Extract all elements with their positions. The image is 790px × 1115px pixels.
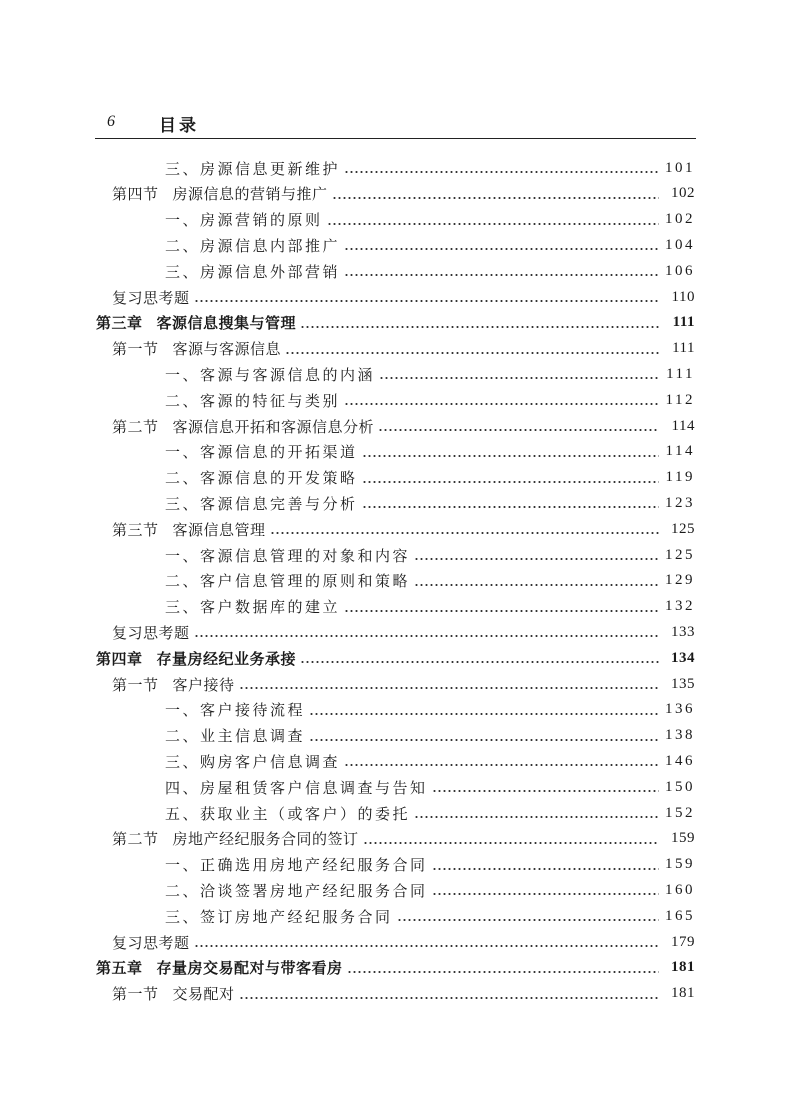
toc-page-number: 125 bbox=[665, 546, 695, 563]
toc-entry-label: 客源信息管理 bbox=[172, 520, 266, 539]
dot-leader bbox=[309, 739, 659, 741]
dot-leader bbox=[332, 197, 659, 199]
dot-leader bbox=[309, 713, 659, 715]
toc-page-number: 111 bbox=[672, 340, 695, 357]
toc-entry-label: 四、房屋租赁客户信息调查与告知 bbox=[165, 778, 428, 797]
toc-page-number: 133 bbox=[671, 623, 695, 640]
toc-entry-title bbox=[165, 725, 305, 746]
toc-entry-sub bbox=[165, 387, 695, 413]
dot-leader bbox=[344, 274, 659, 276]
toc-entry-sec bbox=[112, 516, 695, 542]
toc-page-number: 104 bbox=[665, 236, 695, 253]
toc-entry-label: 客户接待 bbox=[172, 675, 235, 694]
toc-page-number: 181 bbox=[671, 985, 695, 1002]
toc-page-number: 106 bbox=[665, 262, 695, 279]
toc-entry-title bbox=[112, 622, 190, 643]
toc-entry-title bbox=[112, 183, 328, 204]
toc-entry-title bbox=[165, 390, 340, 411]
dot-leader bbox=[432, 790, 659, 792]
toc-entry-sub bbox=[165, 877, 695, 903]
toc-entry-label: 二、业主信息调查 bbox=[165, 727, 306, 746]
toc-entry-title bbox=[165, 235, 340, 256]
dot-leader bbox=[414, 558, 659, 560]
toc-page-number: 165 bbox=[665, 907, 695, 924]
toc-entry-sub bbox=[165, 852, 695, 878]
toc-entry-title bbox=[112, 932, 190, 953]
toc-entry-title bbox=[96, 648, 296, 669]
toc-entry-label: 房源信息的营销与推广 bbox=[172, 185, 328, 204]
toc-entry-number: 第二节 bbox=[112, 830, 159, 849]
section-title: 目录 bbox=[159, 116, 199, 136]
toc-entry-chap bbox=[96, 955, 695, 981]
toc-entry-chap bbox=[96, 645, 695, 671]
toc-entry-sub bbox=[165, 465, 695, 491]
dot-leader bbox=[362, 481, 659, 483]
toc-entry-label: 二、客源信息的开发策略 bbox=[165, 469, 358, 488]
toc-entry-label: 房地产经纪服务合同的签订 bbox=[172, 830, 359, 849]
toc-entry-sub bbox=[165, 361, 695, 387]
dot-leader bbox=[239, 687, 659, 689]
dot-leader bbox=[344, 764, 659, 766]
toc-entry-label: 三、客源信息完善与分析 bbox=[165, 494, 358, 513]
dot-leader bbox=[327, 223, 659, 225]
toc-entry-label: 一、房源营销的原则 bbox=[165, 211, 323, 230]
toc-entry-title bbox=[165, 906, 393, 927]
toc-entry-number: 第二节 bbox=[112, 417, 159, 436]
toc-page-number: 111 bbox=[666, 365, 695, 382]
dot-leader bbox=[414, 584, 659, 586]
toc-entry-sub bbox=[165, 232, 695, 258]
toc-page-number: 101 bbox=[665, 159, 695, 176]
toc-entry-chap bbox=[96, 310, 695, 336]
dot-leader bbox=[378, 429, 659, 431]
toc-entry-sec bbox=[112, 336, 695, 362]
toc-page-number: 152 bbox=[665, 804, 695, 821]
dot-leader bbox=[194, 300, 659, 302]
dot-leader bbox=[300, 661, 659, 663]
toc-entry-title bbox=[96, 957, 343, 978]
toc-entry-label: 三、客户数据库的建立 bbox=[165, 598, 341, 617]
toc-entry-sec bbox=[112, 981, 695, 1007]
toc-entry-review bbox=[112, 284, 695, 310]
dot-leader bbox=[285, 352, 659, 354]
toc-page-number: 125 bbox=[671, 520, 695, 537]
dot-leader bbox=[300, 326, 659, 328]
dot-leader bbox=[397, 919, 659, 921]
toc-entry-label: 二、客户信息管理的原则和策略 bbox=[165, 572, 411, 591]
toc-entry-title bbox=[165, 261, 340, 282]
toc-entry-sub bbox=[165, 568, 695, 594]
toc-entry-title bbox=[165, 545, 410, 566]
toc-page-number: 179 bbox=[671, 933, 695, 950]
toc-entry-label: 存量房交易配对与带客看房 bbox=[156, 959, 343, 978]
toc-entry-label: 三、房源信息外部营销 bbox=[165, 262, 341, 281]
toc-page-number: 119 bbox=[665, 469, 695, 486]
page-number: 6 bbox=[107, 113, 115, 130]
dot-leader bbox=[344, 171, 659, 173]
toc-entry-sub bbox=[165, 748, 695, 774]
toc-entry-label: 一、正确选用房地产经纪服务合同 bbox=[165, 856, 428, 875]
toc-entry-title bbox=[165, 441, 358, 462]
toc-entry-sub bbox=[165, 207, 695, 233]
toc-entry-title bbox=[112, 416, 374, 437]
toc-entry-label: 二、房源信息内部推广 bbox=[165, 236, 341, 255]
header-rule bbox=[95, 138, 696, 139]
toc-page-number: 181 bbox=[671, 959, 695, 976]
toc-entry-number: 第一节 bbox=[112, 340, 159, 359]
toc-entry-review bbox=[112, 619, 695, 645]
toc-entry-number: 第三节 bbox=[112, 520, 159, 539]
dot-leader bbox=[363, 842, 659, 844]
toc-entry-title bbox=[165, 751, 340, 772]
toc-entry-title bbox=[165, 596, 340, 617]
dot-leader bbox=[344, 610, 659, 612]
toc-page-number: 138 bbox=[665, 727, 695, 744]
toc-entry-label: 存量房经纪业务承接 bbox=[156, 649, 297, 668]
toc-page-number: 114 bbox=[665, 443, 695, 460]
toc-entry-sub bbox=[165, 490, 695, 516]
toc-entry-label: 三、房源信息更新维护 bbox=[165, 159, 341, 178]
toc-entry-title bbox=[112, 828, 359, 849]
toc-entry-title bbox=[165, 699, 305, 720]
toc-entry-sub bbox=[165, 774, 695, 800]
toc-entry-label: 客源信息开拓和客源信息分析 bbox=[172, 417, 375, 436]
toc-page-number: 134 bbox=[671, 649, 695, 666]
toc-entry-sub bbox=[165, 800, 695, 826]
dot-leader bbox=[239, 997, 659, 999]
toc-entry-title bbox=[165, 209, 323, 230]
toc-entry-sub bbox=[165, 439, 695, 465]
toc-entry-number: 第四节 bbox=[112, 185, 159, 204]
toc-entry-sub bbox=[165, 542, 695, 568]
toc-entry-sub bbox=[165, 258, 695, 284]
toc-entry-title bbox=[165, 777, 428, 798]
toc-page-number: 110 bbox=[671, 288, 695, 305]
toc-entry-sec bbox=[112, 181, 695, 207]
dot-leader bbox=[362, 506, 659, 508]
dot-leader bbox=[362, 455, 659, 457]
toc-entry-title bbox=[112, 983, 235, 1004]
dot-leader bbox=[414, 816, 659, 818]
toc-entry-title bbox=[165, 364, 375, 385]
toc-entry-number: 第四章 bbox=[96, 649, 143, 668]
toc-entry-title bbox=[165, 493, 358, 514]
toc-entry-title bbox=[165, 803, 410, 824]
toc-entry-number: 第一节 bbox=[112, 675, 159, 694]
toc-entry-label: 复习思考题 bbox=[112, 933, 190, 952]
toc-page-number: 114 bbox=[671, 417, 695, 434]
toc-entry-title bbox=[165, 570, 410, 591]
toc-entry-title bbox=[165, 158, 340, 179]
toc-entry-number: 第三章 bbox=[96, 314, 143, 333]
dot-leader bbox=[432, 893, 659, 895]
dot-leader bbox=[379, 377, 659, 379]
toc-entry-title bbox=[112, 338, 281, 359]
toc-page-number: 102 bbox=[665, 211, 695, 228]
toc-entry-number: 第五章 bbox=[96, 959, 143, 978]
toc-page-number: 112 bbox=[665, 391, 695, 408]
toc-page-number: 159 bbox=[671, 830, 695, 847]
toc-page-number: 102 bbox=[671, 185, 695, 202]
toc-entry-label: 一、客源信息的开拓渠道 bbox=[165, 443, 358, 462]
toc-page-number: 150 bbox=[665, 778, 695, 795]
toc-entry-label: 二、客源的特征与类别 bbox=[165, 391, 341, 410]
running-header bbox=[95, 108, 696, 136]
toc-entry-label: 一、客户接待流程 bbox=[165, 701, 306, 720]
toc-entry-sub bbox=[165, 697, 695, 723]
toc-entry-sub bbox=[165, 155, 695, 181]
toc-entry-label: 一、客源与客源信息的内涵 bbox=[165, 365, 376, 384]
toc-page-number: 129 bbox=[665, 572, 695, 589]
toc-entry-title bbox=[96, 312, 296, 333]
toc-entry-title bbox=[165, 854, 428, 875]
toc-entry-sec bbox=[112, 826, 695, 852]
toc-entry-sec bbox=[112, 413, 695, 439]
toc-entry-label: 五、获取业主（或客户）的委托 bbox=[165, 804, 411, 823]
toc-page-number: 160 bbox=[665, 881, 695, 898]
toc-entry-number: 第一节 bbox=[112, 985, 159, 1004]
toc-entry-label: 客源信息搜集与管理 bbox=[156, 314, 297, 333]
toc-entry-label: 一、客源信息管理的对象和内容 bbox=[165, 546, 411, 565]
toc-entry-title bbox=[165, 880, 428, 901]
toc-entry-label: 三、购房客户信息调查 bbox=[165, 752, 341, 771]
dot-leader bbox=[344, 403, 659, 405]
toc-page-number: 123 bbox=[665, 494, 695, 511]
toc-entry-review bbox=[112, 929, 695, 955]
toc-entry-label: 复习思考题 bbox=[112, 623, 190, 642]
dot-leader bbox=[270, 532, 659, 534]
toc-entry-label: 复习思考题 bbox=[112, 288, 190, 307]
toc-entry-sub bbox=[165, 903, 695, 929]
toc-page-number: 132 bbox=[665, 598, 695, 615]
dot-leader bbox=[432, 868, 659, 870]
toc-entry-sub bbox=[165, 594, 695, 620]
toc-entry-title bbox=[112, 674, 235, 695]
dot-leader bbox=[347, 971, 659, 973]
toc-page-number: 159 bbox=[665, 856, 695, 873]
toc-page-number: 146 bbox=[665, 752, 695, 769]
toc-page-number: 111 bbox=[672, 314, 695, 331]
toc-entry-title bbox=[112, 519, 266, 540]
toc-page-number: 136 bbox=[665, 701, 695, 718]
toc-entry-label: 二、洽谈签署房地产经纪服务合同 bbox=[165, 881, 428, 900]
toc-entry-label: 三、签订房地产经纪服务合同 bbox=[165, 907, 393, 926]
toc-entry-title bbox=[112, 287, 190, 308]
toc-entry-sub bbox=[165, 723, 695, 749]
dot-leader bbox=[194, 945, 659, 947]
toc-entry-sec bbox=[112, 671, 695, 697]
toc-entry-label: 交易配对 bbox=[172, 985, 235, 1004]
dot-leader bbox=[194, 635, 659, 637]
toc-entry-title bbox=[165, 467, 358, 488]
dot-leader bbox=[344, 248, 659, 250]
toc-page-number: 135 bbox=[671, 675, 695, 692]
toc-entry-label: 客源与客源信息 bbox=[172, 340, 282, 359]
